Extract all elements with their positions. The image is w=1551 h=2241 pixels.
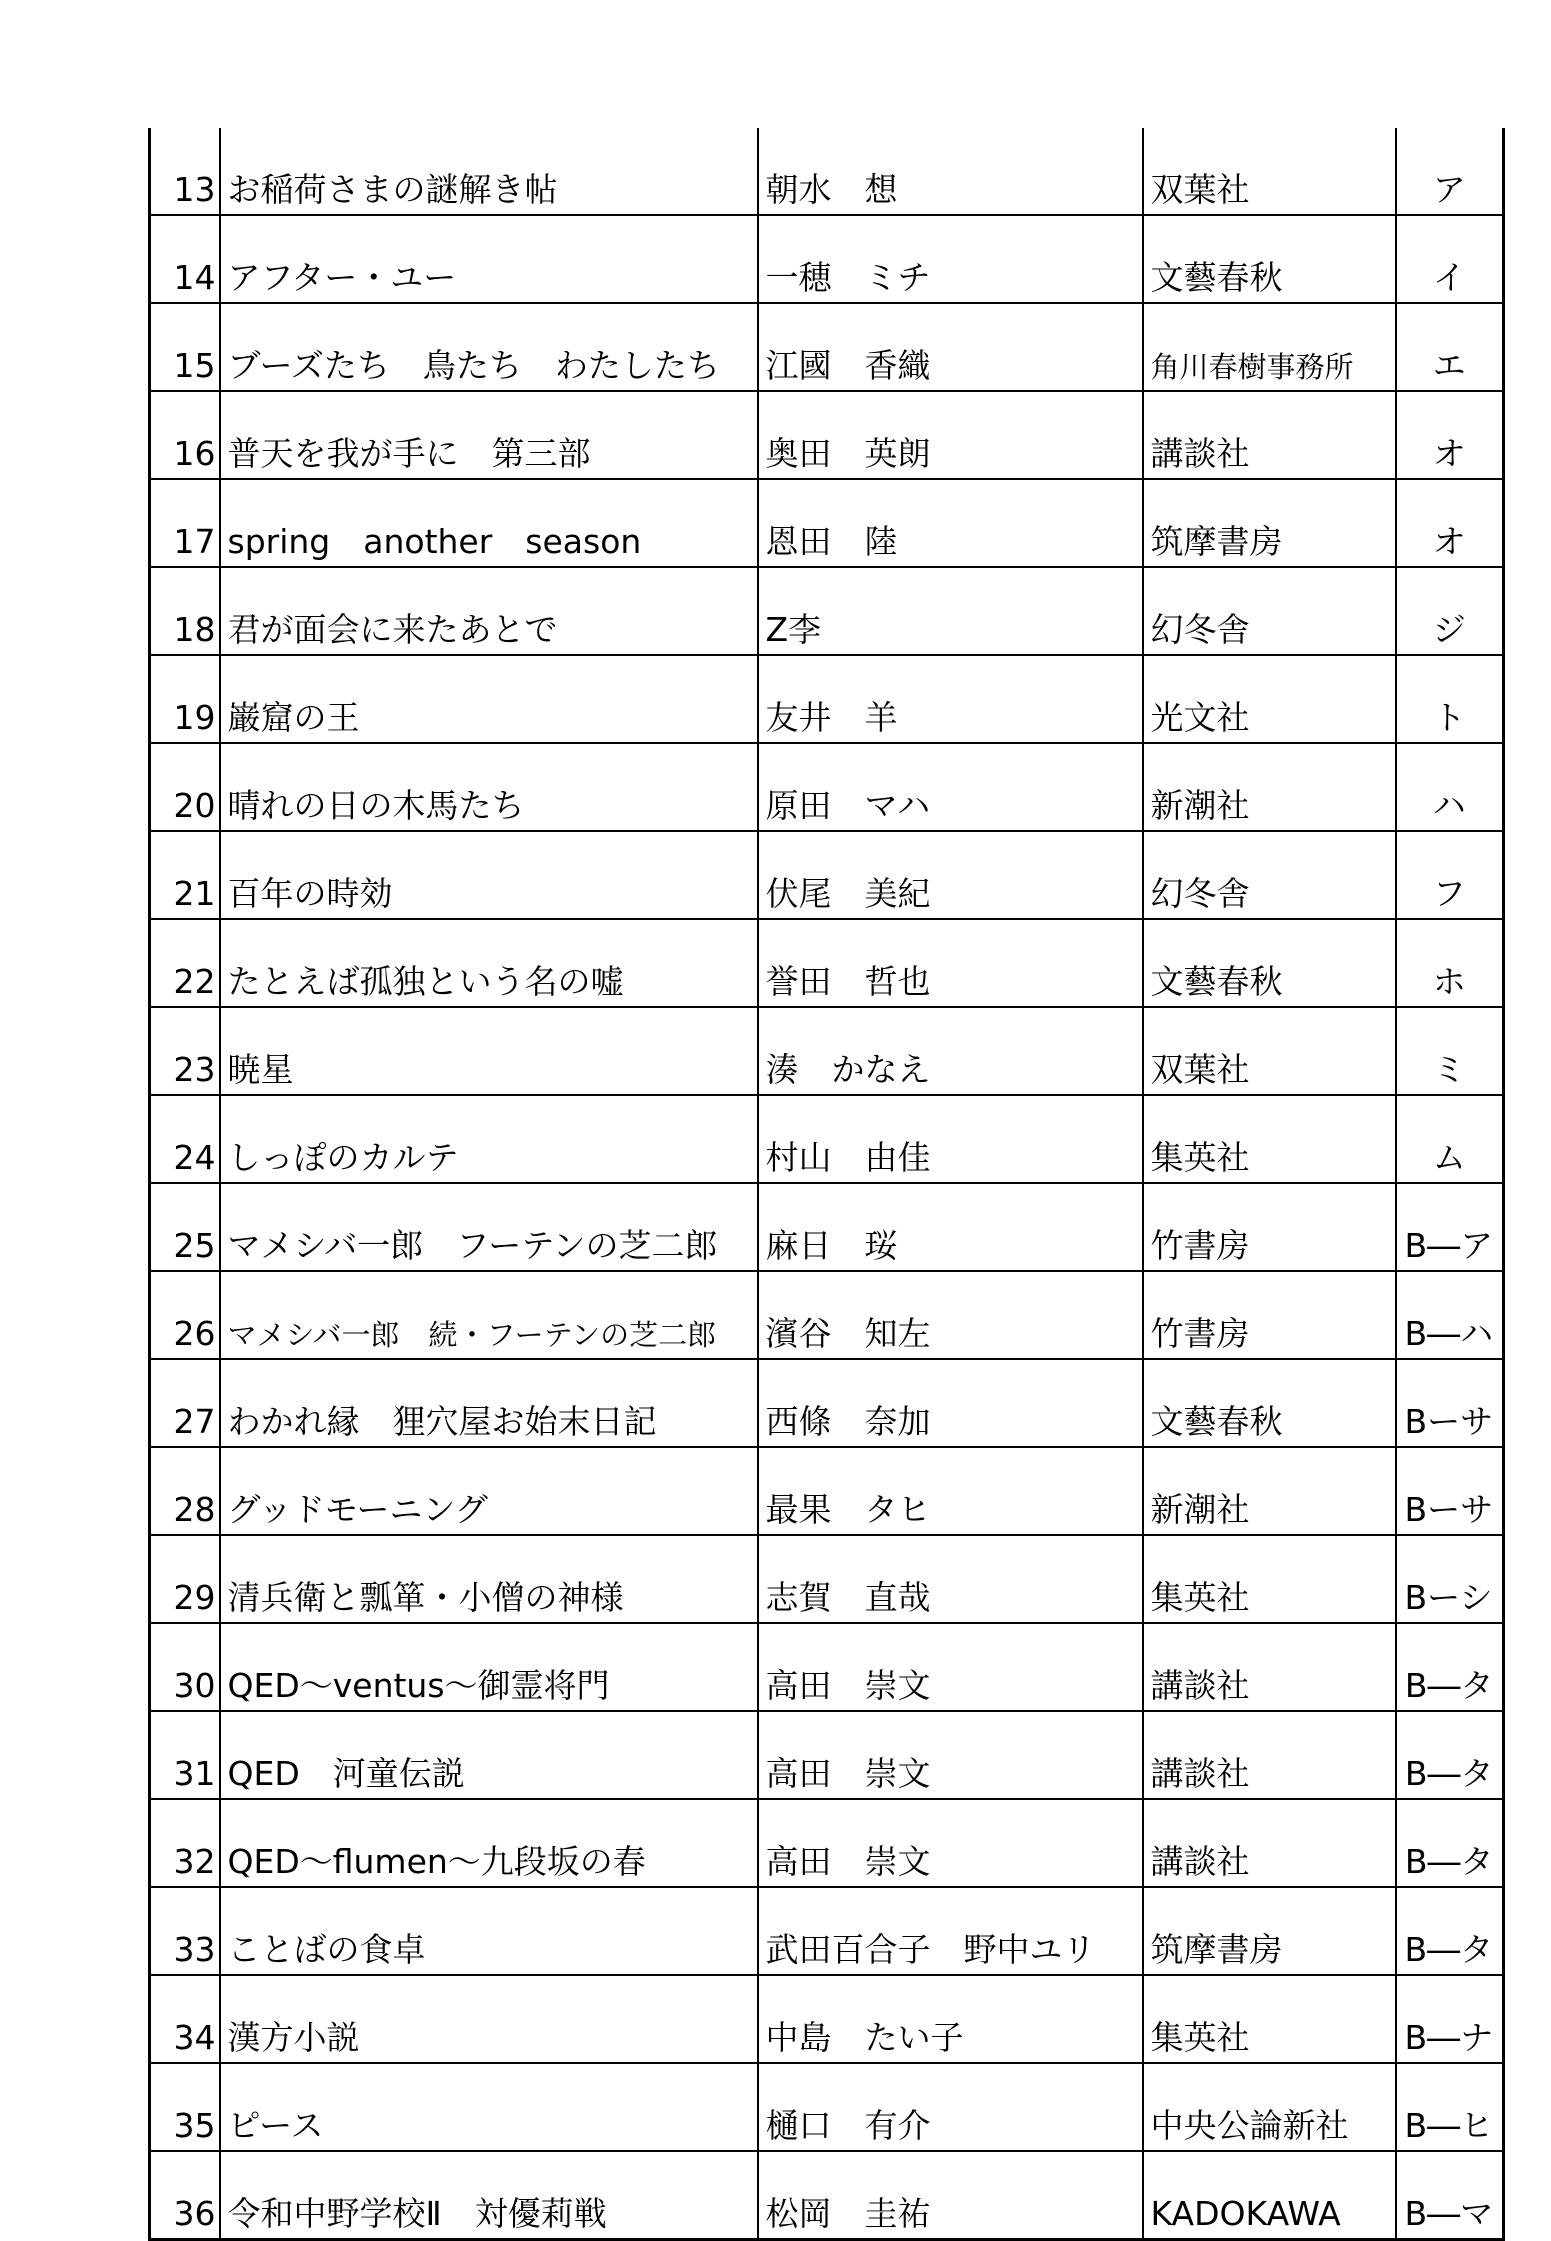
book-author: 樋口 有介 <box>758 2063 1143 2151</box>
table-row <box>150 1447 1504 1535</box>
book-number: 18 <box>150 567 220 655</box>
shelf-code: ジ <box>1396 567 1504 655</box>
book-title: 百年の時効 <box>220 831 758 919</box>
shelf-code: ム <box>1396 1095 1504 1183</box>
table-row <box>150 215 1504 303</box>
shelf-code: B―ナ <box>1396 1975 1504 2063</box>
shelf-code: ミ <box>1396 1007 1504 1095</box>
book-author: 最果 タヒ <box>758 1447 1143 1535</box>
book-author: 高田 崇文 <box>758 1799 1143 1887</box>
shelf-code: フ <box>1396 831 1504 919</box>
book-list-body <box>150 128 1504 2240</box>
book-author: 恩田 陸 <box>758 479 1143 567</box>
book-number: 26 <box>150 1271 220 1359</box>
book-title: 令和中野学校Ⅱ 対優莉戦 <box>220 2151 758 2240</box>
table-row <box>150 1711 1504 1799</box>
book-number: 22 <box>150 919 220 1007</box>
book-title: 晴れの日の木馬たち <box>220 743 758 831</box>
shelf-code: Bーサ <box>1396 1447 1504 1535</box>
book-title: spring another season <box>220 479 758 567</box>
book-publisher: 新潮社 <box>1143 743 1396 831</box>
book-publisher: 文藝春秋 <box>1143 1359 1396 1447</box>
book-publisher: 講談社 <box>1143 1711 1396 1799</box>
book-number: 16 <box>150 391 220 479</box>
book-title: ことばの食卓 <box>220 1887 758 1975</box>
book-number: 33 <box>150 1887 220 1975</box>
book-title: QED～flumen～九段坂の春 <box>220 1799 758 1887</box>
shelf-code: B―ア <box>1396 1183 1504 1271</box>
book-author: 奥田 英朗 <box>758 391 1143 479</box>
book-publisher: 竹書房 <box>1143 1183 1396 1271</box>
book-title: わかれ縁 狸穴屋お始末日記 <box>220 1359 758 1447</box>
book-title: お稲荷さまの謎解き帖 <box>220 128 758 215</box>
book-publisher: 筑摩書房 <box>1143 479 1396 567</box>
book-publisher: 竹書房 <box>1143 1271 1396 1359</box>
book-number: 17 <box>150 479 220 567</box>
book-publisher: 集英社 <box>1143 1535 1396 1623</box>
book-number: 14 <box>150 215 220 303</box>
book-author: 西條 奈加 <box>758 1359 1143 1447</box>
table-row <box>150 1183 1504 1271</box>
table-row <box>150 2151 1504 2240</box>
book-author: 原田 マハ <box>758 743 1143 831</box>
book-author: 江國 香織 <box>758 303 1143 391</box>
book-publisher: 講談社 <box>1143 391 1396 479</box>
book-publisher: 新潮社 <box>1143 1447 1396 1535</box>
book-author: 高田 崇文 <box>758 1711 1143 1799</box>
book-list-table <box>148 128 1505 2241</box>
table-row <box>150 1535 1504 1623</box>
shelf-code: B―ヒ <box>1396 2063 1504 2151</box>
book-publisher: 双葉社 <box>1143 1007 1396 1095</box>
book-number: 21 <box>150 831 220 919</box>
shelf-code: ア <box>1396 128 1504 215</box>
book-author: 武田百合子 野中ユリ <box>758 1887 1143 1975</box>
book-title: アフター・ユー <box>220 215 758 303</box>
table-row <box>150 1975 1504 2063</box>
table-row <box>150 831 1504 919</box>
book-title: 暁星 <box>220 1007 758 1095</box>
book-number: 13 <box>150 128 220 215</box>
book-author: 志賀 直哉 <box>758 1535 1143 1623</box>
book-title: 普天を我が手に 第三部 <box>220 391 758 479</box>
book-publisher: 講談社 <box>1143 1623 1396 1711</box>
book-author: Z李 <box>758 567 1143 655</box>
book-number: 31 <box>150 1711 220 1799</box>
book-title: マメシバ一郎 続・フーテンの芝二郎 <box>220 1271 758 1359</box>
book-number: 34 <box>150 1975 220 2063</box>
book-number: 25 <box>150 1183 220 1271</box>
shelf-code: B―ハ <box>1396 1271 1504 1359</box>
book-number: 36 <box>150 2151 220 2240</box>
book-author: 朝水 想 <box>758 128 1143 215</box>
book-publisher: 集英社 <box>1143 1975 1396 2063</box>
book-author: 湊 かなえ <box>758 1007 1143 1095</box>
table-row <box>150 655 1504 743</box>
book-author: 松岡 圭祐 <box>758 2151 1143 2240</box>
shelf-code: オ <box>1396 479 1504 567</box>
table-row <box>150 391 1504 479</box>
book-number: 23 <box>150 1007 220 1095</box>
book-publisher: 集英社 <box>1143 1095 1396 1183</box>
book-author: 伏尾 美紀 <box>758 831 1143 919</box>
book-number: 27 <box>150 1359 220 1447</box>
table-row <box>150 1359 1504 1447</box>
book-author: 中島 たい子 <box>758 1975 1143 2063</box>
book-publisher: KADOKAWA <box>1143 2151 1396 2240</box>
book-number: 35 <box>150 2063 220 2151</box>
table-row <box>150 919 1504 1007</box>
shelf-code: B―タ <box>1396 1887 1504 1975</box>
book-title: QED 河童伝説 <box>220 1711 758 1799</box>
table-row <box>150 1271 1504 1359</box>
table-row <box>150 1799 1504 1887</box>
book-publisher: 角川春樹事務所 <box>1143 303 1396 391</box>
book-title: マメシバ一郎 フーテンの芝二郎 <box>220 1183 758 1271</box>
book-author: 麻日 珱 <box>758 1183 1143 1271</box>
book-publisher: 双葉社 <box>1143 128 1396 215</box>
book-author: 一穂 ミチ <box>758 215 1143 303</box>
table-row <box>150 743 1504 831</box>
book-number: 24 <box>150 1095 220 1183</box>
table-row <box>150 1007 1504 1095</box>
table-row <box>150 1623 1504 1711</box>
book-author: 高田 崇文 <box>758 1623 1143 1711</box>
book-title: 君が面会に来たあとで <box>220 567 758 655</box>
book-publisher: 文藝春秋 <box>1143 215 1396 303</box>
book-publisher: 幻冬舎 <box>1143 831 1396 919</box>
table-row <box>150 2063 1504 2151</box>
book-title: 巌窟の王 <box>220 655 758 743</box>
shelf-code: Bーシ <box>1396 1535 1504 1623</box>
shelf-code: ハ <box>1396 743 1504 831</box>
book-author: 誉田 哲也 <box>758 919 1143 1007</box>
book-title: たとえば孤独という名の嘘 <box>220 919 758 1007</box>
book-publisher: 文藝春秋 <box>1143 919 1396 1007</box>
shelf-code: エ <box>1396 303 1504 391</box>
book-author: 濱谷 知左 <box>758 1271 1143 1359</box>
book-title: 漢方小説 <box>220 1975 758 2063</box>
shelf-code: ト <box>1396 655 1504 743</box>
book-title: しっぽのカルテ <box>220 1095 758 1183</box>
table-row <box>150 1095 1504 1183</box>
book-number: 20 <box>150 743 220 831</box>
table-row <box>150 1887 1504 1975</box>
book-publisher: 幻冬舎 <box>1143 567 1396 655</box>
book-number: 29 <box>150 1535 220 1623</box>
book-author: 村山 由佳 <box>758 1095 1143 1183</box>
table-row <box>150 128 1504 215</box>
book-publisher: 光文社 <box>1143 655 1396 743</box>
shelf-code: Bーサ <box>1396 1359 1504 1447</box>
shelf-code: B―マ <box>1396 2151 1504 2240</box>
shelf-code: B―タ <box>1396 1711 1504 1799</box>
book-publisher: 中央公論新社 <box>1143 2063 1396 2151</box>
table-row <box>150 303 1504 391</box>
book-number: 15 <box>150 303 220 391</box>
book-publisher: 講談社 <box>1143 1799 1396 1887</box>
book-title: ブーズたち 鳥たち わたしたち <box>220 303 758 391</box>
shelf-code: イ <box>1396 215 1504 303</box>
shelf-code: オ <box>1396 391 1504 479</box>
book-title: ピース <box>220 2063 758 2151</box>
table-row <box>150 479 1504 567</box>
book-title: QED～ventus～御霊将門 <box>220 1623 758 1711</box>
book-number: 19 <box>150 655 220 743</box>
book-title: 清兵衛と瓢箪・小僧の神様 <box>220 1535 758 1623</box>
shelf-code: B―タ <box>1396 1623 1504 1711</box>
book-number: 32 <box>150 1799 220 1887</box>
book-publisher: 筑摩書房 <box>1143 1887 1396 1975</box>
shelf-code: B―タ <box>1396 1799 1504 1887</box>
book-number: 28 <box>150 1447 220 1535</box>
table-row <box>150 567 1504 655</box>
book-author: 友井 羊 <box>758 655 1143 743</box>
book-title: グッドモーニング <box>220 1447 758 1535</box>
book-number: 30 <box>150 1623 220 1711</box>
shelf-code: ホ <box>1396 919 1504 1007</box>
